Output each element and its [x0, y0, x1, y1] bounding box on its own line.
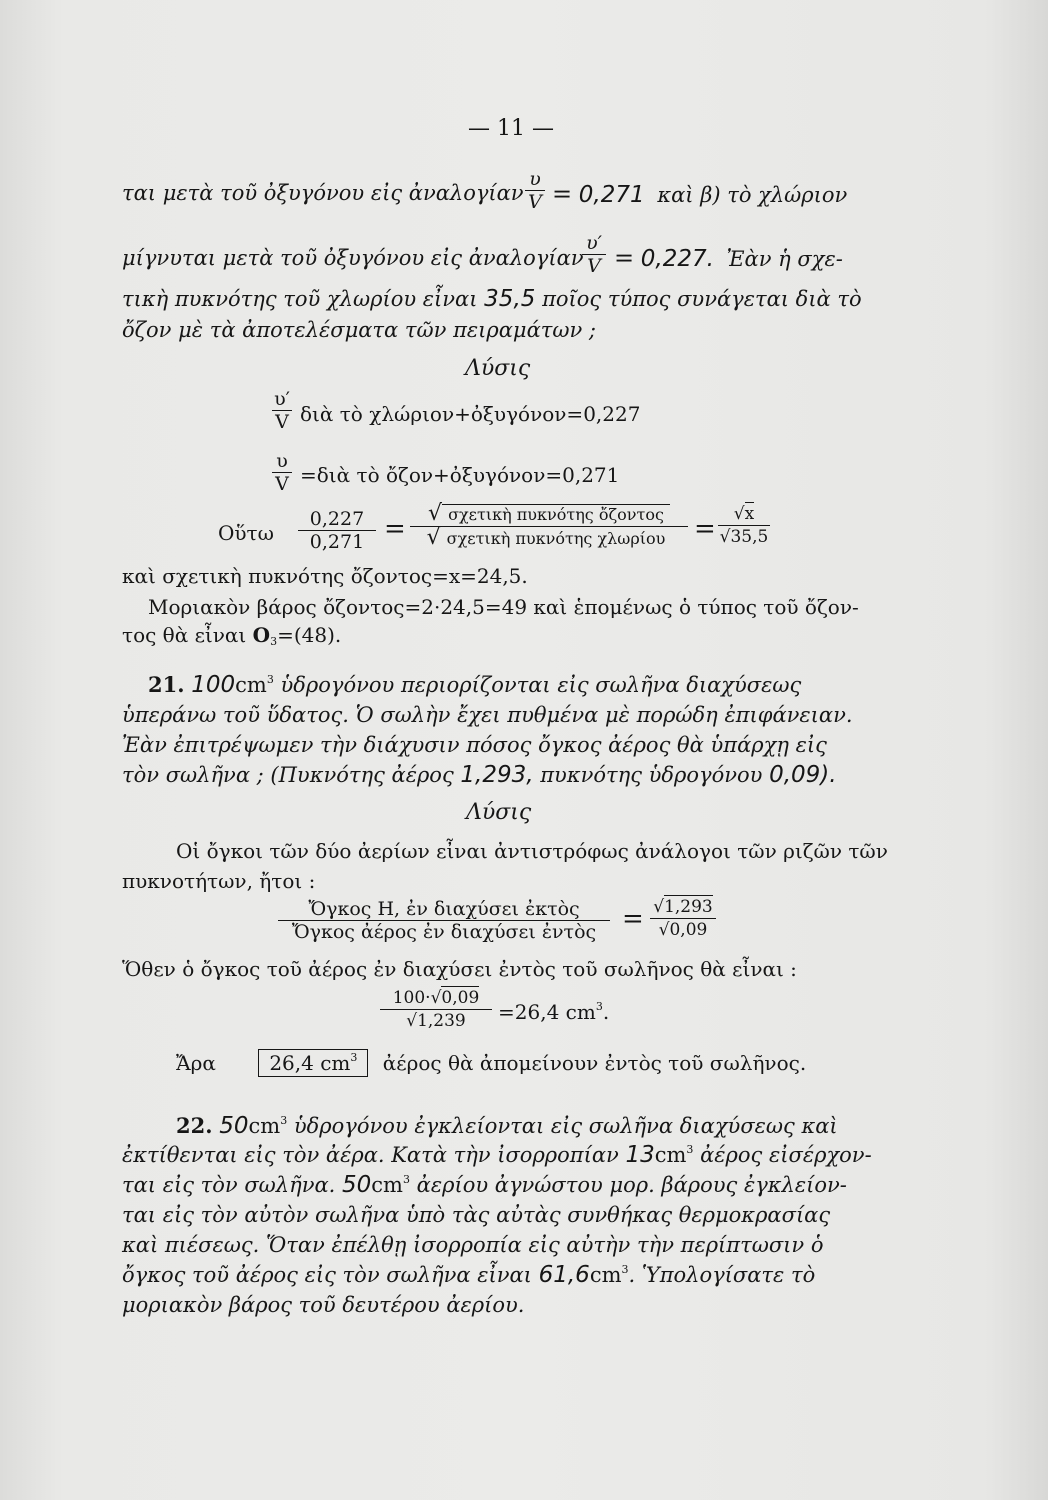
result-line-3: τος θὰ εἶναι $O_3=(48)$. [122, 623, 342, 648]
p20-line-1-end: = 0,271 καὶ β) τὸ χλώριον [552, 180, 848, 208]
p21-line-3: Ἐὰν ἐπιτρέψωμεν τὴν διάχυσιν πόσος ὄγκος ἀέρος θὰ ὑπάρχῃ εἰς [122, 733, 827, 757]
density-ratio-fraction: √ σχετικὴ πυκνότης ὄζοντος √ σχετικὴ πυκνότης χλωρίου [410, 503, 688, 550]
p22-line-7: μοριακὸν βάρος τοῦ δευτέρου ἀερίου. [122, 1293, 525, 1317]
s21-para-2: Ὅθεν ὁ ὄγκος τοῦ ἀέρος ἐν διαχύσει ἐντὸς τοῦ σωλῆνος θὰ εἶναι : [122, 957, 797, 981]
p20-line-3: τικὴ πυκνότης τοῦ χλωρίου εἶναι 35,5 ποῖος τύπος συνάγεται διὰ τὸ [122, 286, 862, 312]
p20-fraction-1: υ V [525, 168, 545, 213]
root-density-fraction: √1,293 √0,09 [650, 896, 716, 941]
eq1-text: διὰ τὸ χλώριον+ὀξυγόνον=0,227 [300, 402, 641, 426]
p20-line-4: ὄζον μὲ τὰ ἀποτελέσματα τῶν πειραμάτων ; [122, 318, 597, 342]
p21-line-1: 21. $100cm^3$ ὑδρογόνου περιορίζονται εἰς σωλῆνα διαχύσεως [148, 672, 802, 698]
result-line-1: καὶ σχετικὴ πυκνότης ὄζοντος=x=24,5. [122, 564, 528, 588]
volume-calc-fraction: 100·√0,09 √1,239 [380, 987, 492, 1032]
outo-label: Οὕτω [218, 521, 274, 545]
eq2-fraction: υ V [272, 450, 292, 495]
page-number: — 11 — [468, 116, 554, 141]
p20-fraction-2: υ′ V [582, 232, 606, 277]
p20-line-1: ται μετὰ τοῦ ὀξυγόνου εἰς ἀναλογίαν [122, 181, 524, 205]
p21-line-2: ὑπεράνω τοῦ ὕδατος. Ὁ σωλὴν ἔχει πυθμένα μὲ πορώδη ἐπιφάνειαν. [122, 703, 853, 727]
answer-box: 26,4 $cm^3$ [258, 1049, 368, 1077]
equals-sign-1: = [384, 514, 406, 544]
p20-line-2-end: = 0,227. Ἐὰν ἡ σχε- [614, 244, 843, 272]
volume-result: =26,4 $cm^3$. [498, 1000, 610, 1024]
ara-line: Ἄρα 26,4 $cm^3$ ἀέρος θὰ ἀπομείνουν ἐντὸς τοῦ σωλῆνος. [176, 1051, 807, 1075]
volume-ratio-fraction: Ὄγκος H, ἐν διαχύσει ἐκτὸς Ὄγκος ἀέρος ἐν διαχύσει ἐντὸς [278, 898, 610, 943]
eq1-fraction: υ′ V [272, 388, 292, 433]
equals-sign-2: = [694, 514, 716, 544]
s21-para-1-line-2: πυκνοτήτων, ἤτοι : [122, 869, 316, 893]
result-line-2: Μοριακὸν βάρος ὄζοντος=2·24,5=49 καὶ ἑπομένως ὁ τύπος τοῦ ὄζον- [148, 595, 859, 619]
x-ratio-fraction: √x √35,5 [719, 504, 769, 547]
p22-line-6: ὄγκος τοῦ ἀέρος εἰς τὸν σωλῆνα εἶναι $61,6cm^3$. Ὑπολογίσατε τὸ [122, 1262, 816, 1288]
solution-20-heading: Λύσις [465, 356, 531, 381]
eq2-text: =διὰ τὸ ὄζον+ὀξυγόνον=0,271 [300, 463, 620, 487]
solution-21-heading: Λύσις [466, 800, 532, 825]
p22-line-5: καὶ πιέσεως. Ὅταν ἐπέλθῃ ἰσορροπία εἰς αὐτὴν τὴν περίπτωσιν ὁ [122, 1233, 824, 1257]
p22-line-3: ται εἰς τὸν σωλῆνα. $50cm^3$ ἀερίου ἀγνώστου μορ. βάρους ἐγκλείον- [122, 1172, 847, 1198]
p22-line-4: ται εἰς τὸν αὐτὸν σωλῆνα ὑπὸ τὰς αὐτὰς συνθήκας θερμοκρασίας [122, 1203, 831, 1227]
equals-sign-3: = [622, 904, 644, 934]
p22-line-2: ἐκτίθενται εἰς τὸν ἀέρα. Κατὰ τὴν ἰσορροπίαν $13cm^3$ ἀέρος εἰσέρχον- [122, 1142, 872, 1168]
ratio-fraction: 0,227 0,271 [298, 508, 376, 553]
p21-line-4: τὸν σωλῆνα ; (Πυκνότης ἀέρος 1,293, πυκνότης ὑδρογόνου 0,09). [122, 762, 837, 788]
p20-line-2: μίγνυται μετὰ τοῦ ὀξυγόνου εἰς ἀναλογίαν [122, 246, 584, 270]
s21-para-1-line-1: Οἱ ὄγκοι τῶν δύο ἀερίων εἶναι ἀντιστρόφως ἀνάλογοι τῶν ριζῶν τῶν [176, 839, 888, 863]
p22-line-1: 22. $50cm^3$ ὑδρογόνου ἐγκλείονται εἰς σωλῆνα διαχύσεως καὶ [176, 1113, 838, 1139]
